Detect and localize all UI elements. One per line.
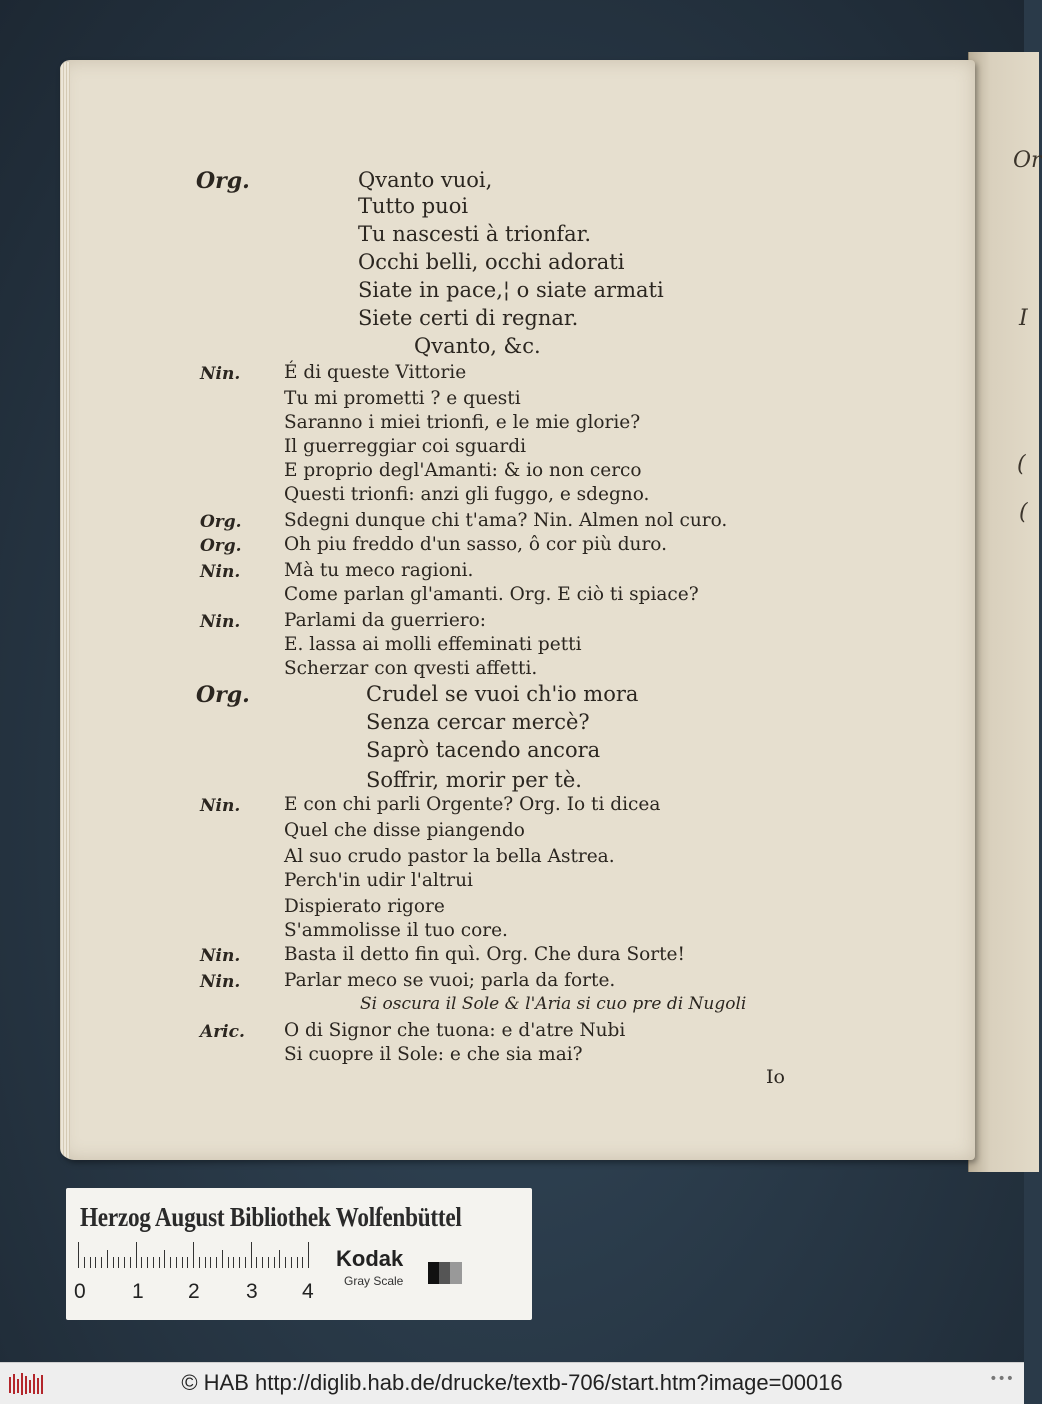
ruler-tick (268, 1257, 269, 1268)
ruler-tick (124, 1257, 125, 1268)
ruler-tick (95, 1257, 96, 1268)
ruler-tick (176, 1257, 177, 1268)
recitative-line: Sdegni dunque chi t'ama? Nin. Almen nol curo. (284, 510, 728, 531)
ruler-tick (233, 1257, 234, 1268)
speaker-label: Org. (196, 682, 250, 708)
facing-page-fragment: I (1019, 306, 1028, 331)
library-name: Herzog August Bibliothek Wolfenbüttel (80, 1202, 462, 1232)
recitative-line: Saranno i miei trionfi, e le mie glorie? (284, 412, 641, 433)
ruler-tick (222, 1250, 223, 1268)
recitative-line: E con chi parli Orgente? Org. Io ti dicea (284, 794, 661, 815)
viewer-footer (0, 1362, 1024, 1404)
kodak-logo: Kodak (336, 1246, 404, 1271)
recitative-line: Mà tu meco ragioni. (284, 560, 474, 581)
ruler-tick (210, 1257, 211, 1268)
ruler-tick (251, 1242, 252, 1268)
ruler-tick (113, 1257, 114, 1268)
speaker-label: Org. (196, 168, 250, 194)
ruler-tick (78, 1242, 79, 1268)
ruler-tick (245, 1257, 246, 1268)
gray-scale-swatch (428, 1262, 462, 1284)
ruler-tick (101, 1257, 102, 1268)
copyright-url[interactable]: © HAB http://diglib.hab.de/drucke/textb-706/start.htm?image=00016 (181, 1370, 843, 1395)
ruler-tick (228, 1257, 229, 1268)
aria-line: Senza cercar mercè? (366, 710, 590, 734)
speaker-label: Org. (200, 536, 242, 556)
ruler-tick (90, 1257, 91, 1268)
ruler-tick (279, 1250, 280, 1268)
facing-page-fragment: ( (1019, 500, 1028, 525)
aria-line: Siete certi di regnar. (358, 306, 579, 330)
ruler-tick (159, 1257, 160, 1268)
aria-line: Qvanto, &c. (414, 334, 541, 358)
stage-direction: Si oscura il Sole & l'Aria si cuo pre di Nugoli (360, 994, 747, 1014)
speaker-label: Nin. (200, 946, 241, 966)
ruler-tick (262, 1257, 263, 1268)
ruler-tick (170, 1257, 171, 1268)
recitative-line: Questi trionfi: anzi gli fuggo, e sdegno. (284, 484, 650, 505)
ruler-tick (199, 1257, 200, 1268)
aria-line: Saprò tacendo ancora (366, 738, 601, 762)
ruler-tick (216, 1257, 217, 1268)
aria-line: Tu nascesti à trionfar. (358, 222, 592, 246)
ruler-tick (164, 1250, 165, 1268)
ruler-tick (205, 1257, 206, 1268)
ruler-number: 4 (302, 1280, 314, 1303)
ruler-number: 2 (188, 1280, 200, 1303)
speaker-label: Org. (200, 512, 242, 532)
facing-page-fragment: ( (1017, 452, 1026, 477)
ruler-tick (84, 1257, 85, 1268)
facing-page-edge (968, 52, 1042, 1172)
aria-line: Soffrir, morir per tè. (366, 768, 582, 792)
ruler-tick (147, 1257, 148, 1268)
recitative-line: E. lassa ai molli effeminati petti (284, 634, 582, 655)
recitative-line: S'ammolisse il tuo core. (284, 920, 508, 941)
speaker-label: Nin. (200, 972, 241, 992)
aria-line: Crudel se vuoi ch'io mora (366, 682, 639, 706)
ruler-tick (302, 1257, 303, 1268)
speaker-label: Nin. (200, 796, 241, 816)
recitative-line: E proprio degl'Amanti: & io non cerco (284, 460, 642, 481)
ruler-tick (239, 1257, 240, 1268)
facing-page-fragment: Or (1013, 148, 1042, 173)
library-label (66, 1188, 532, 1320)
ruler-tick (141, 1257, 142, 1268)
speaker-label: Nin. (200, 364, 241, 384)
recitative-line: Quel che disse piangendo (284, 820, 525, 841)
page-edges (60, 62, 70, 1158)
speaker-label: Aric. (200, 1022, 245, 1042)
grayscale-caption: Gray Scale (344, 1274, 404, 1288)
ruler-number: 0 (74, 1280, 86, 1303)
catchword: Io (766, 1066, 785, 1088)
aria-line: Siate in pace,¦ o siate armati (358, 278, 664, 302)
ruler-tick (153, 1257, 154, 1268)
recitative-line: Dispierato rigore (284, 896, 445, 917)
recitative-line: Al suo crudo pastor la bella Astrea. (284, 846, 615, 867)
recitative-line: Parlami da guerriero: (284, 610, 487, 631)
more-dots-icon[interactable]: ••• (989, 1371, 1014, 1387)
recitative-line: Scherzar con qvesti affetti. (284, 658, 538, 679)
scale-ruler (78, 1242, 318, 1268)
recitative-line: Il guerreggiar coi sguardi (284, 436, 526, 457)
ruler-tick (297, 1257, 298, 1268)
speaker-label: Nin. (200, 612, 241, 632)
recitative-line: Basta il detto fin quì. Org. Che dura Sorte! (284, 944, 685, 965)
recitative-line: Oh piu freddo d'un sasso, ô cor più duro. (284, 534, 667, 555)
ruler-tick (182, 1257, 183, 1268)
ruler-tick (285, 1257, 286, 1268)
ruler-tick (130, 1257, 131, 1268)
ruler-tick (308, 1242, 309, 1268)
speaker-label: Nin. (200, 562, 241, 582)
aria-line: Tutto puoi (358, 194, 469, 218)
ruler-tick (274, 1257, 275, 1268)
ruler-tick (256, 1257, 257, 1268)
aria-line: Occhi belli, occhi adorati (358, 250, 625, 274)
recitative-line: É di queste Vittorie (284, 362, 467, 383)
recitative-line: Perch'in udir l'altrui (284, 870, 473, 891)
ruler-number: 3 (246, 1280, 258, 1303)
ruler-tick (136, 1242, 137, 1268)
recitative-line: Parlar meco se vuoi; parla da forte. (284, 970, 616, 991)
ruler-tick (291, 1257, 292, 1268)
ruler-tick (118, 1257, 119, 1268)
ruler-tick (107, 1250, 108, 1268)
recitative-line: O di Signor che tuona: e d'atre Nubi (284, 1020, 626, 1041)
aria-line: Qvanto vuoi, (358, 168, 493, 192)
ruler-tick (187, 1257, 188, 1268)
recitative-line: Si cuopre il Sole: e che sia mai? (284, 1044, 583, 1065)
ruler-number: 1 (132, 1280, 144, 1303)
recitative-line: Tu mi prometti ? e questi (284, 388, 521, 409)
ruler-tick (193, 1242, 194, 1268)
recitative-line: Come parlan gl'amanti. Org. E ciò ti spiace? (284, 584, 699, 605)
